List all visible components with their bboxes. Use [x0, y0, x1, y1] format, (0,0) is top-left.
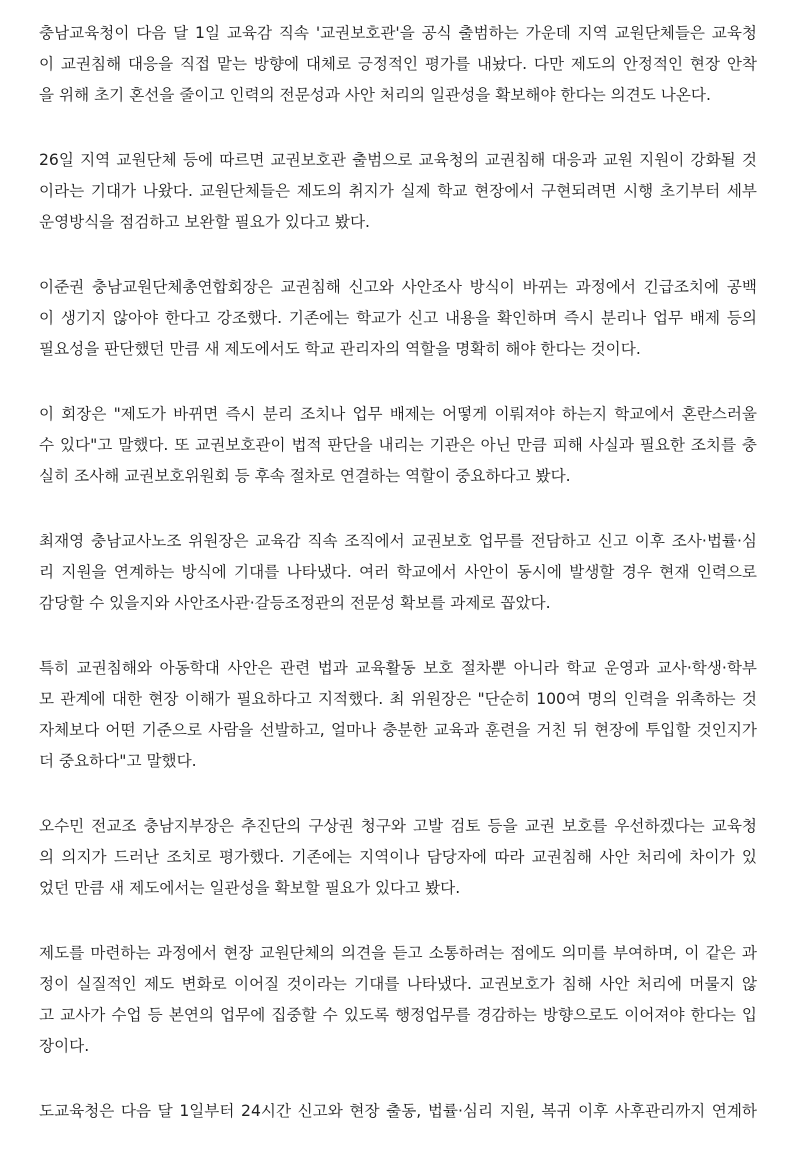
- text-line: 자체보다 어떤 기준으로 사람을 선발하고, 얼마나 충분한 교육과 훈련을 거친 뒤 현장에 투입할 것인지가: [39, 721, 757, 739]
- text-line: 26일 지역 교원단체 등에 따르면 교권보호관 출범으로 교육청의 교권침해 대응과 교원 지원이 강화될 것: [39, 151, 757, 169]
- paragraph: [39, 399, 757, 492]
- text-line: 이 생기지 않아야 한다고 강조했다. 기존에는 학교가 신고 내용을 확인하며 즉시 분리나 업무 배제 등의: [39, 309, 757, 327]
- text-line: 이 교권침해 대응을 직접 맡는 방향에 대체로 긍정적인 평가를 내놨다. 다만 제도의 안정적인 현장 안착: [39, 55, 757, 73]
- paragraph: [39, 1096, 757, 1127]
- text-line: 었던 만큼 새 제도에서는 일관성을 확보할 필요가 있다고 봤다.: [39, 879, 461, 897]
- text-line: 장이다.: [39, 1037, 90, 1055]
- text-line: 도교육청은 다음 달 1일부터 24시간 신고와 현장 출동, 법률·심리 지원, 복귀 이후 사후관리까지 연계하: [39, 1102, 757, 1120]
- text-line: 실히 조사해 교권보호위원회 등 후속 절차로 연결하는 역할이 중요하다고 봤다.: [39, 467, 571, 485]
- text-line: 필요성을 판단했던 만큼 새 제도에서도 학교 관리자의 역할을 명확히 해야 한다는 것이다.: [39, 340, 641, 358]
- text-line: 최재영 충남교사노조 위원장은 교육감 직속 조직에서 교권보호 업무를 전담하고 신고 이후 조사·법률·심: [39, 532, 757, 550]
- text-line: 제도를 마련하는 과정에서 현장 교원단체의 의견을 듣고 소통하려는 점에도 의미를 부여하며, 이 같은 과: [39, 944, 757, 962]
- paragraph: [39, 811, 757, 904]
- article-body: [39, 18, 757, 1161]
- text-line: 더 중요하다"고 말했다.: [39, 752, 197, 770]
- text-line: 충남교육청이 다음 달 1일 교육감 직속 '교권보호관'을 공식 출범하는 가운데 지역 교원단체들은 교육청: [39, 24, 757, 42]
- text-line: 을 위해 초기 혼선을 줄이고 인력의 전문성과 사안 처리의 일관성을 확보해야 한다는 의견도 나온다.: [39, 86, 711, 104]
- text-line: 모 관계에 대한 현장 이해가 필요하다고 지적했다. 최 위원장은 "단순히 100여 명의 인력을 위촉하는 것: [39, 690, 757, 708]
- text-line: 운영방식을 점검하고 보완할 필요가 있다고 봤다.: [39, 213, 371, 231]
- paragraph: [39, 145, 757, 238]
- paragraph: [39, 18, 757, 111]
- paragraph: [39, 526, 757, 619]
- paragraph: [39, 272, 757, 365]
- paragraph: [39, 653, 757, 777]
- text-line: 고 교사가 수업 등 본연의 업무에 집중할 수 있도록 행정업무를 경감하는 방향으로도 이어져야 한다는 입: [39, 1006, 757, 1024]
- text-line: 의 의지가 드러난 조치로 평가했다. 기존에는 지역이나 담당자에 따라 교권침해 사안 처리에 차이가 있: [39, 848, 757, 866]
- text-line: 수 있다"고 말했다. 또 교권보호관이 법적 판단을 내리는 기관은 아닌 만큼 피해 사실과 필요한 조치를 충: [39, 436, 757, 454]
- text-line: 이 회장은 "제도가 바뀌면 즉시 분리 조치나 업무 배제는 어떻게 이뤄져야 하는지 학교에서 혼란스러울: [39, 405, 757, 423]
- text-line: 감당할 수 있을지와 사안조사관·갈등조정관의 전문성 확보를 과제로 꼽았다.: [39, 594, 551, 612]
- text-line: 리 지원을 연계하는 방식에 기대를 나타냈다. 여러 학교에서 사안이 동시에 발생할 경우 현재 인력으로: [39, 563, 757, 581]
- text-line: 이라는 기대가 나왔다. 교원단체들은 제도의 취지가 실제 학교 현장에서 구현되려면 시행 초기부터 세부: [39, 182, 757, 200]
- text-line: 특히 교권침해와 아동학대 사안은 관련 법과 교육활동 보호 절차뿐 아니라 학교 운영과 교사·학생·학부: [39, 659, 757, 677]
- paragraph: [39, 938, 757, 1062]
- text-line: 오수민 전교조 충남지부장은 추진단의 구상권 청구와 고발 검토 등을 교권 보호를 우선하겠다는 교육청: [39, 817, 757, 835]
- text-line: 이준권 충남교원단체총연합회장은 교권침해 신고와 사안조사 방식이 바뀌는 과정에서 긴급조치에 공백: [39, 278, 757, 296]
- text-line: 정이 실질적인 제도 변화로 이어질 것이라는 기대를 나타냈다. 교권보호가 침해 사안 처리에 머물지 않: [39, 975, 757, 993]
